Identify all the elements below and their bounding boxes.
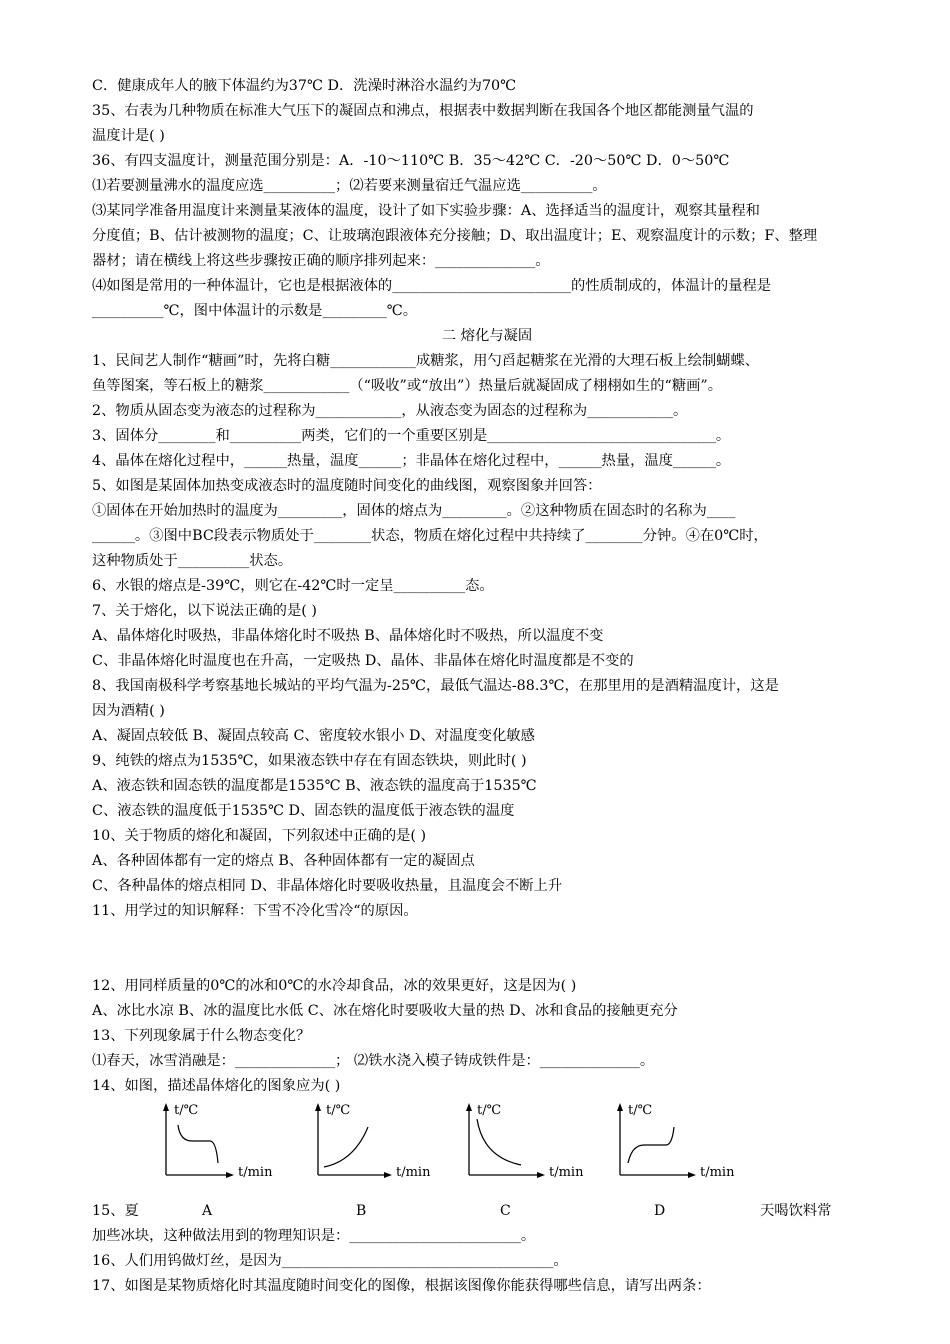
text-line: ⑶某同学准备用温度计来测量某液体的温度，设计了如下实验步骤：A、选择适当的温度计，观察其量程和 <box>92 203 760 219</box>
text-line: 器材；请在横线上将这些步骤按正确的顺序排列起来：______________。 <box>92 253 550 269</box>
text-line: ⑷如图是常用的一种体温计，它也是根据液体的_________________________的性质制成的，体温计的量程是 <box>92 278 772 294</box>
text-line: C．健康成年人的腋下体温约为37℃ D．洗澡时淋浴水温约为70℃ <box>92 78 517 94</box>
text-line: 14、如图，描述晶体熔化的图象应为( ) <box>92 1078 341 1094</box>
text-line: 13、下列现象属于什么物态变化？ <box>92 1028 311 1044</box>
section-title: 二 熔化与凝固 <box>441 328 533 344</box>
text-line: ______。③图中BC段表示物质处于________状态，物质在熔化过程中共持续了________分钟。④在0℃时， <box>92 528 768 544</box>
graph-b-label: B <box>356 1203 367 1219</box>
text-line: A、各种固体都有一定的熔点 B、各种固体都有一定的凝固点 <box>92 853 475 869</box>
text-line: 5、如图是某固体加热变成液态时的温度随时间变化的曲线图，观察图象并回答： <box>92 478 602 494</box>
text-line: __________℃，图中体温计的示数是_________℃。 <box>92 303 418 319</box>
text-line: 鱼等图案，等石板上的糖浆____________（“吸收”或“放出”）热量后就凝固成了栩栩如生的“糖画”。 <box>92 378 723 394</box>
text-line: ①固体在开始加热时的温度为_________，固体的熔点为_________。②这种物质在固态时的名称为____ <box>92 503 736 519</box>
graph-c-label: C <box>500 1203 511 1219</box>
text-line: 3、固体分________和__________两类，它们的一个重要区别是________________________________。 <box>92 428 731 444</box>
text-line: 1、民间艺人制作“糖画”时，先将白糖____________成糖浆，用勺舀起糖浆在光滑的大理石板上绘制蝴蝶、 <box>92 353 760 369</box>
text-line: 16、人们用钨做灯丝，是因为______________________________________。 <box>92 1253 568 1269</box>
graph-c-y-axis-label: t/℃ <box>477 1103 502 1118</box>
text-line: 分度值；B、估计被测物的温度；C、让玻璃泡跟液体充分接触；D、取出温度计；E、观察温度计的示数；F、整理 <box>92 228 818 244</box>
graph-a-x-axis-label: t/min <box>238 1165 273 1180</box>
text-line: 6、水银的熔点是-39℃，则它在-42℃时一定呈__________态。 <box>92 578 494 594</box>
graph-options <box>92 1099 882 1199</box>
text-line: 7、关于熔化，以下说法正确的是( ) <box>92 603 317 619</box>
graph-d-x-axis-label: t/min <box>700 1165 735 1180</box>
text-line: 35、右表为几种物质在标准大气压下的凝固点和沸点，根据表中数据判断在我国各个地区都能测量气温的 <box>92 103 754 119</box>
graph-b <box>314 1099 474 1199</box>
text-line: A、凝固点较低 B、凝固点较高 C、密度较水银小 D、对温度变化敏感 <box>92 728 535 744</box>
text-line: A、晶体熔化时吸热，非晶体熔化时不吸热 B、晶体熔化时不吸热，所以温度不变 <box>92 628 604 644</box>
graph-c-x-axis-label: t/min <box>549 1165 584 1180</box>
question-15-row <box>92 1199 882 1224</box>
question-15-continued: 天喝饮料常 <box>760 1203 832 1219</box>
text-line: 温度计是( ) <box>92 128 165 144</box>
text-line: 12、用同样质量的0℃的冰和0℃的水冷却食品，冰的效果更好，这是因为( ) <box>92 978 577 994</box>
text-line: C、各种晶体的熔点相同 D、非晶体熔化时要吸收热量，且温度会不断上升 <box>92 878 563 894</box>
text-line: A、液态铁和固态铁的温度都是1535℃ B、液态铁的温度高于1535℃ <box>92 778 537 794</box>
text-line: 10、关于物质的熔化和凝固，下列叙述中正确的是( ) <box>92 828 427 844</box>
graph-c <box>465 1099 625 1199</box>
graph-b-y-axis-label: t/℃ <box>326 1103 351 1118</box>
text-line: 8、我国南极科学考察基地长城站的平均气温为-25℃，最低气温达-88.3℃，在那里用的是酒精温度计，这是 <box>92 678 779 694</box>
text-line: A、冰比水凉 B、冰的温度比水低 C、冰在熔化时要吸收大量的热 D、冰和食品的接触更充分 <box>92 1003 678 1019</box>
graph-d-label: D <box>654 1203 666 1219</box>
text-line: 36、有四支温度计，测量范围分别是：A．-10～110℃ B．35～42℃ C．-20～50℃ D．0～50℃ <box>92 153 730 169</box>
text-line: 17、如图是某物质熔化时其温度随时间变化的图像，根据该图像你能获得哪些信息，请写出两条： <box>92 1278 711 1294</box>
text-line: C、液态铁的温度低于1535℃ D、固态铁的温度低于液态铁的温度 <box>92 803 515 819</box>
text-line: 9、纯铁的熔点为1535℃，如果液态铁中存在有固态铁块，则此时( ) <box>92 753 527 769</box>
text-line: 2、物质从固态变为液态的过程称为____________，从液态变为固态的过程称为____________。 <box>92 403 688 419</box>
question-15-start: 15、夏 <box>92 1203 139 1219</box>
graph-a-y-axis-label: t/℃ <box>174 1103 199 1118</box>
text-line: 11、用学过的知识解释：下雪不冷化雪冷“的原因。 <box>92 903 418 919</box>
text-line: ⑴若要测量沸水的温度应选__________；⑵若要来测量宿迁气温应选__________。 <box>92 178 607 194</box>
graph-b-x-axis-label: t/min <box>396 1165 431 1180</box>
graph-a-label: A <box>202 1203 213 1219</box>
text-line: 4、晶体在熔化过程中，______热量，温度______；非晶体在熔化过程中，______热量，温度______。 <box>92 453 731 469</box>
answer-space <box>92 924 882 974</box>
text-line: 这种物质处于__________状态。 <box>92 553 293 569</box>
text-line: 加些冰块，这种做法用到的物理知识是：________________________。 <box>92 1228 536 1244</box>
graph-a <box>162 1099 322 1199</box>
worksheet-page <box>92 74 882 1299</box>
graph-d <box>616 1099 776 1199</box>
graph-d-y-axis-label: t/℃ <box>628 1103 653 1118</box>
text-line: 因为酒精( ) <box>92 703 165 719</box>
text-line: C、非晶体熔化时温度也在升高，一定吸热 D、晶体、非晶体在熔化时温度都是不变的 <box>92 653 634 669</box>
text-line: ⑴春天，冰雪消融是：______________； ⑵铁水浇入模子铸成铁件是：______________。 <box>92 1053 655 1069</box>
